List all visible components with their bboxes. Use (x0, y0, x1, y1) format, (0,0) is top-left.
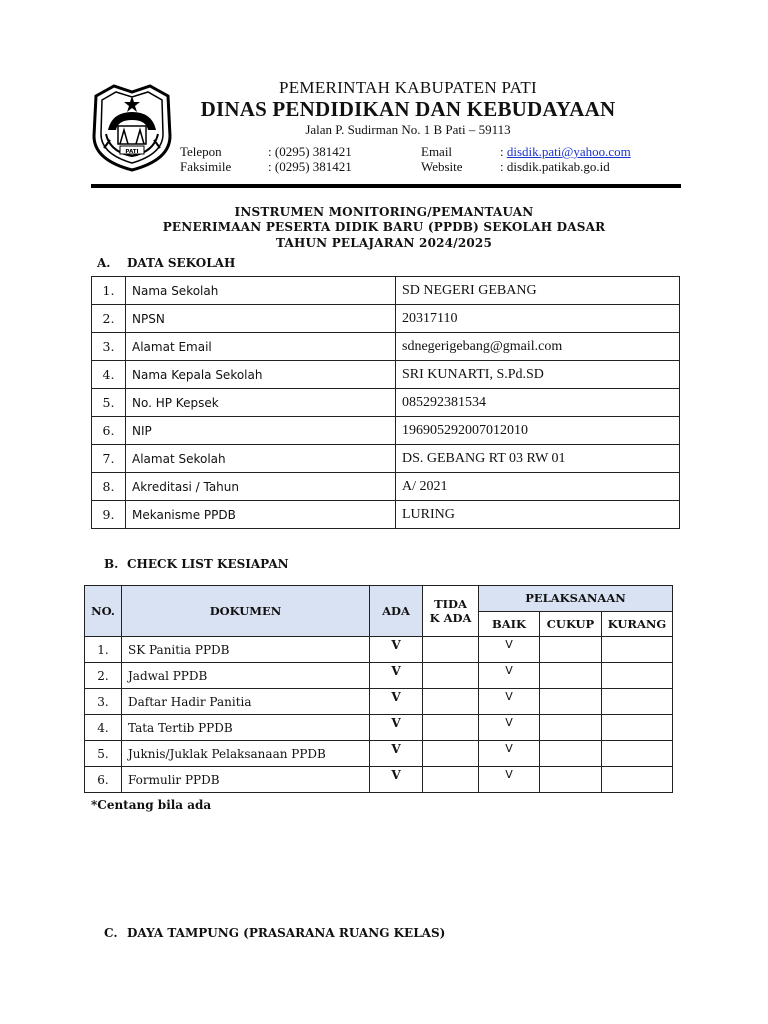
cukup-check (540, 689, 602, 715)
kurang-check (602, 689, 673, 715)
agency-address: Jalan P. Sudirman No. 1 B Pati – 59113 (305, 122, 511, 137)
row-number: 5. (85, 741, 122, 767)
field-value: SRI KUNARTI, S.Pd.SD (396, 361, 680, 389)
section-b-letter: B. (104, 557, 119, 571)
section-c-title: DAYA TAMPUNG (PRASARANA RUANG KELAS) (127, 926, 446, 940)
website-label: Website (421, 159, 463, 174)
row-number: 4. (92, 361, 126, 389)
section-b-heading (104, 557, 289, 571)
field-value: 196905292007012010 (396, 417, 680, 445)
document-title-line2: PENERIMAAN PESERTA DIDIK BARU (PPDB) SEKOLAH DASAR (162, 220, 606, 234)
cukup-check (540, 767, 602, 793)
school-data-row (92, 473, 680, 501)
section-a-letter: A. (97, 256, 111, 270)
checklist-row (85, 741, 673, 767)
row-number: 6. (85, 767, 122, 793)
baik-check: V (479, 637, 540, 663)
section-a-title: DATA SEKOLAH (127, 256, 236, 270)
letterhead (88, 78, 682, 190)
field-value: LURING (396, 501, 680, 529)
header-no: NO. (85, 586, 122, 637)
row-number: 2. (92, 305, 126, 333)
header-tidak-ada (423, 586, 479, 637)
section-c-letter: C. (104, 926, 118, 940)
field-label: Mekanisme PPDB (126, 501, 396, 529)
document-name: Juknis/Juklak Pelaksanaan PPDB (122, 741, 370, 767)
row-number: 3. (92, 333, 126, 361)
row-number: 8. (92, 473, 126, 501)
tidak-ada-check (423, 741, 479, 767)
school-data-row (92, 501, 680, 529)
document-name: Formulir PPDB (122, 767, 370, 793)
header-cukup: CUKUP (540, 611, 602, 637)
header-ada: ADA (370, 586, 423, 637)
emblem-text: PATI (125, 149, 139, 155)
kurang-check (602, 741, 673, 767)
cukup-check (540, 715, 602, 741)
field-label: Nama Sekolah (126, 277, 396, 305)
document-title-line3: TAHUN PELAJARAN 2024/2025 (275, 236, 493, 250)
row-number: 3. (85, 689, 122, 715)
letterhead-divider (91, 184, 681, 188)
field-value: A/ 2021 (396, 473, 680, 501)
document-name: Jadwal PPDB (122, 663, 370, 689)
field-label: NPSN (126, 305, 396, 333)
tidak-ada-check (423, 767, 479, 793)
email-link[interactable]: disdik.pati@yahoo.com (506, 144, 631, 159)
row-number: 2. (85, 663, 122, 689)
row-number: 7. (92, 445, 126, 473)
pati-regency-emblem-icon (90, 82, 174, 172)
website-value: : disdik.patikab.go.id (500, 159, 610, 174)
header-kurang: KURANG (602, 611, 673, 637)
school-data-row (92, 417, 680, 445)
tidak-ada-check (423, 663, 479, 689)
row-number: 6. (92, 417, 126, 445)
baik-check: V (479, 767, 540, 793)
section-c-heading (104, 926, 445, 940)
school-data-row (92, 445, 680, 473)
section-b-title: CHECK LIST KESIAPAN (127, 557, 289, 571)
checklist-row (85, 715, 673, 741)
field-label: Alamat Sekolah (126, 445, 396, 473)
school-data-row (92, 305, 680, 333)
fax-value: : (0295) 381421 (268, 159, 352, 174)
row-number: 9. (92, 501, 126, 529)
checklist-row (85, 767, 673, 793)
field-label: Alamat Email (126, 333, 396, 361)
header-baik: BAIK (479, 611, 540, 637)
ada-check: V (370, 715, 423, 741)
ada-check: V (370, 767, 423, 793)
tidak-ada-check (423, 689, 479, 715)
section-a-heading (97, 256, 235, 270)
kurang-check (602, 663, 673, 689)
header-tidak-ada-line1: TIDA (434, 597, 467, 611)
field-label: NIP (126, 417, 396, 445)
email-value (500, 144, 631, 160)
phone-label: Telepon (180, 144, 222, 159)
tidak-ada-check (423, 637, 479, 663)
row-number: 5. (92, 389, 126, 417)
field-label: No. HP Kepsek (126, 389, 396, 417)
baik-check: V (479, 689, 540, 715)
school-data-table (91, 276, 680, 529)
row-number: 4. (85, 715, 122, 741)
phone-value: : (0295) 381421 (268, 144, 352, 159)
field-value: 085292381534 (396, 389, 680, 417)
document-name: SK Panitia PPDB (122, 637, 370, 663)
ada-check: V (370, 637, 423, 663)
checklist-row (85, 637, 673, 663)
field-value: SD NEGERI GEBANG (396, 277, 680, 305)
row-number: 1. (92, 277, 126, 305)
row-number: 1. (85, 637, 122, 663)
government-name: PEMERINTAH KABUPATEN PATI (278, 78, 538, 97)
email-colon: : (500, 144, 507, 159)
readiness-checklist-table (84, 585, 673, 793)
field-label: Akreditasi / Tahun (126, 473, 396, 501)
school-data-row (92, 389, 680, 417)
school-data-row (92, 277, 680, 305)
document-name: Tata Tertib PPDB (122, 715, 370, 741)
header-tidak-ada-line2: K ADA (429, 611, 472, 625)
cukup-check (540, 663, 602, 689)
cukup-check (540, 741, 602, 767)
baik-check: V (479, 663, 540, 689)
ada-check: V (370, 689, 423, 715)
ada-check: V (370, 741, 423, 767)
kurang-check (602, 767, 673, 793)
agency-name: DINAS PENDIDIKAN DAN KEBUDAYAAN (200, 97, 616, 121)
tidak-ada-check (423, 715, 479, 741)
header-pelaksanaan: PELAKSANAAN (479, 586, 673, 612)
header-dokumen: DOKUMEN (122, 586, 370, 637)
fax-label: Faksimile (180, 159, 232, 174)
ada-check: V (370, 663, 423, 689)
school-data-row (92, 333, 680, 361)
field-value: sdnegerigebang@gmail.com (396, 333, 680, 361)
checklist-note: *Centang bila ada (91, 798, 212, 812)
school-data-row (92, 361, 680, 389)
baik-check: V (479, 715, 540, 741)
field-value: 20317110 (396, 305, 680, 333)
email-label: Email (421, 144, 453, 159)
document-name: Daftar Hadir Panitia (122, 689, 370, 715)
checklist-row (85, 689, 673, 715)
kurang-check (602, 715, 673, 741)
baik-check: V (479, 741, 540, 767)
checklist-row (85, 663, 673, 689)
kurang-check (602, 637, 673, 663)
field-label: Nama Kepala Sekolah (126, 361, 396, 389)
document-title-line1: INSTRUMEN MONITORING/PEMANTAUAN (234, 205, 534, 219)
cukup-check (540, 637, 602, 663)
field-value: DS. GEBANG RT 03 RW 01 (396, 445, 680, 473)
